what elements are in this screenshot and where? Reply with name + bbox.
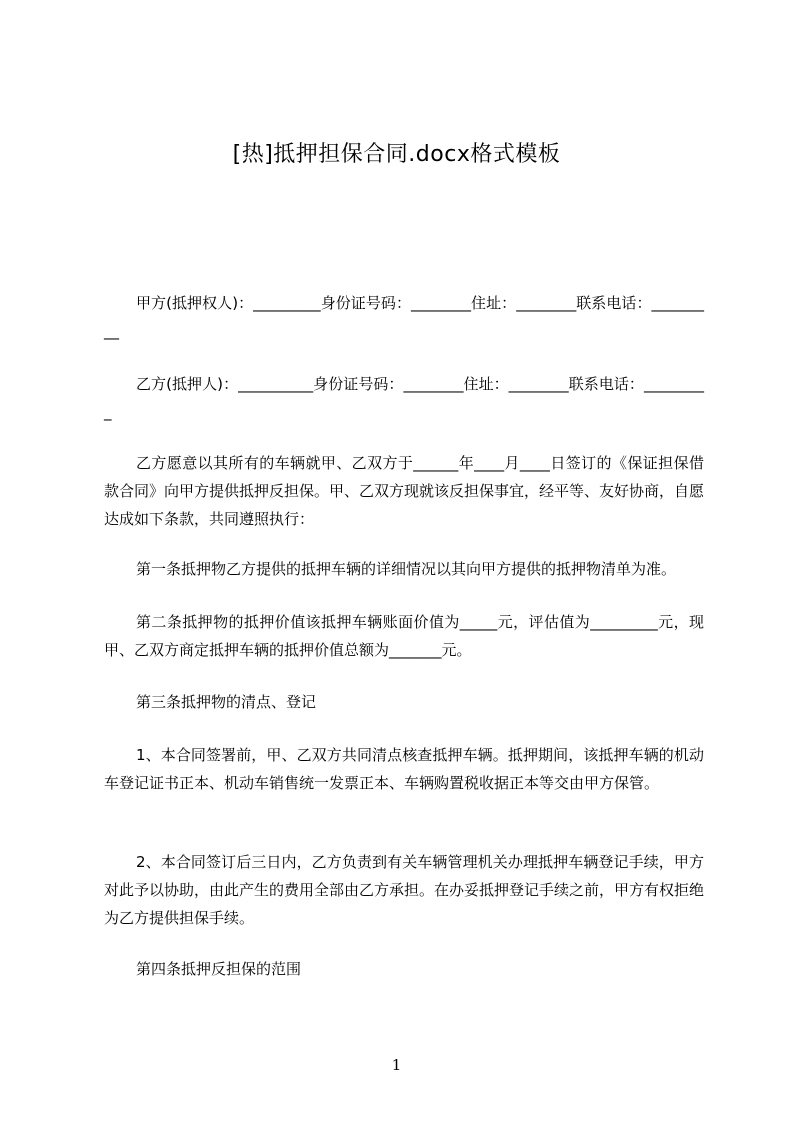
article-3-heading: 第三条抵押物的清点、登记 [136,693,317,711]
article-3-clause-1: 1、本合同签署前，甲、乙双方共同清点核查抵押车辆。抵押期间，该抵押车辆的机动车登记证书正本、机动车销售统一发票正本、车辆购置税收据正本等交由甲方保管。 [104,746,704,792]
document-title: [热]抵押担保合同.docx格式模板 [232,142,561,167]
party-a-line: 甲方(抵押权人)：_________身份证号码：________住址：________联系电话：_________ [104,294,704,340]
preamble-paragraph: 乙方愿意以其所有的车辆就甲、乙双方于______年____月____日签订的《保证担保借款合同》向甲方提供抵押反担保。甲、乙双方现就该反担保事宜，经平等、友好协商，自愿达成如下条款，共同遵照执行： [104,454,705,528]
article-1-paragraph: 第一条抵押物乙方提供的抵押车辆的详细情况以其向甲方提供的抵押物清单为准。 [136,560,677,578]
article-2-paragraph: 第二条抵押物的抵押价值该抵押车辆账面价值为_____元，评估值为_________元，现甲、乙双方商定抵押车辆的抵押价值总额为_______元。 [104,613,704,659]
article-3-clause-2: 2、本合同签订后三日内，乙方负责到有关车辆管理机关办理抵押车辆登记手续，甲方对此予以协助，由此产生的费用全部由乙方承担。在办妥抵押登记手续之前，甲方有权拒绝为乙方提供担保手续。 [104,853,705,927]
party-b-line: 乙方(抵押人)：__________身份证号码：________住址：________联系电话：_________ [104,375,704,421]
page-number: 1 [391,1056,402,1074]
article-4-heading: 第四条抵押反担保的范围 [136,960,302,978]
